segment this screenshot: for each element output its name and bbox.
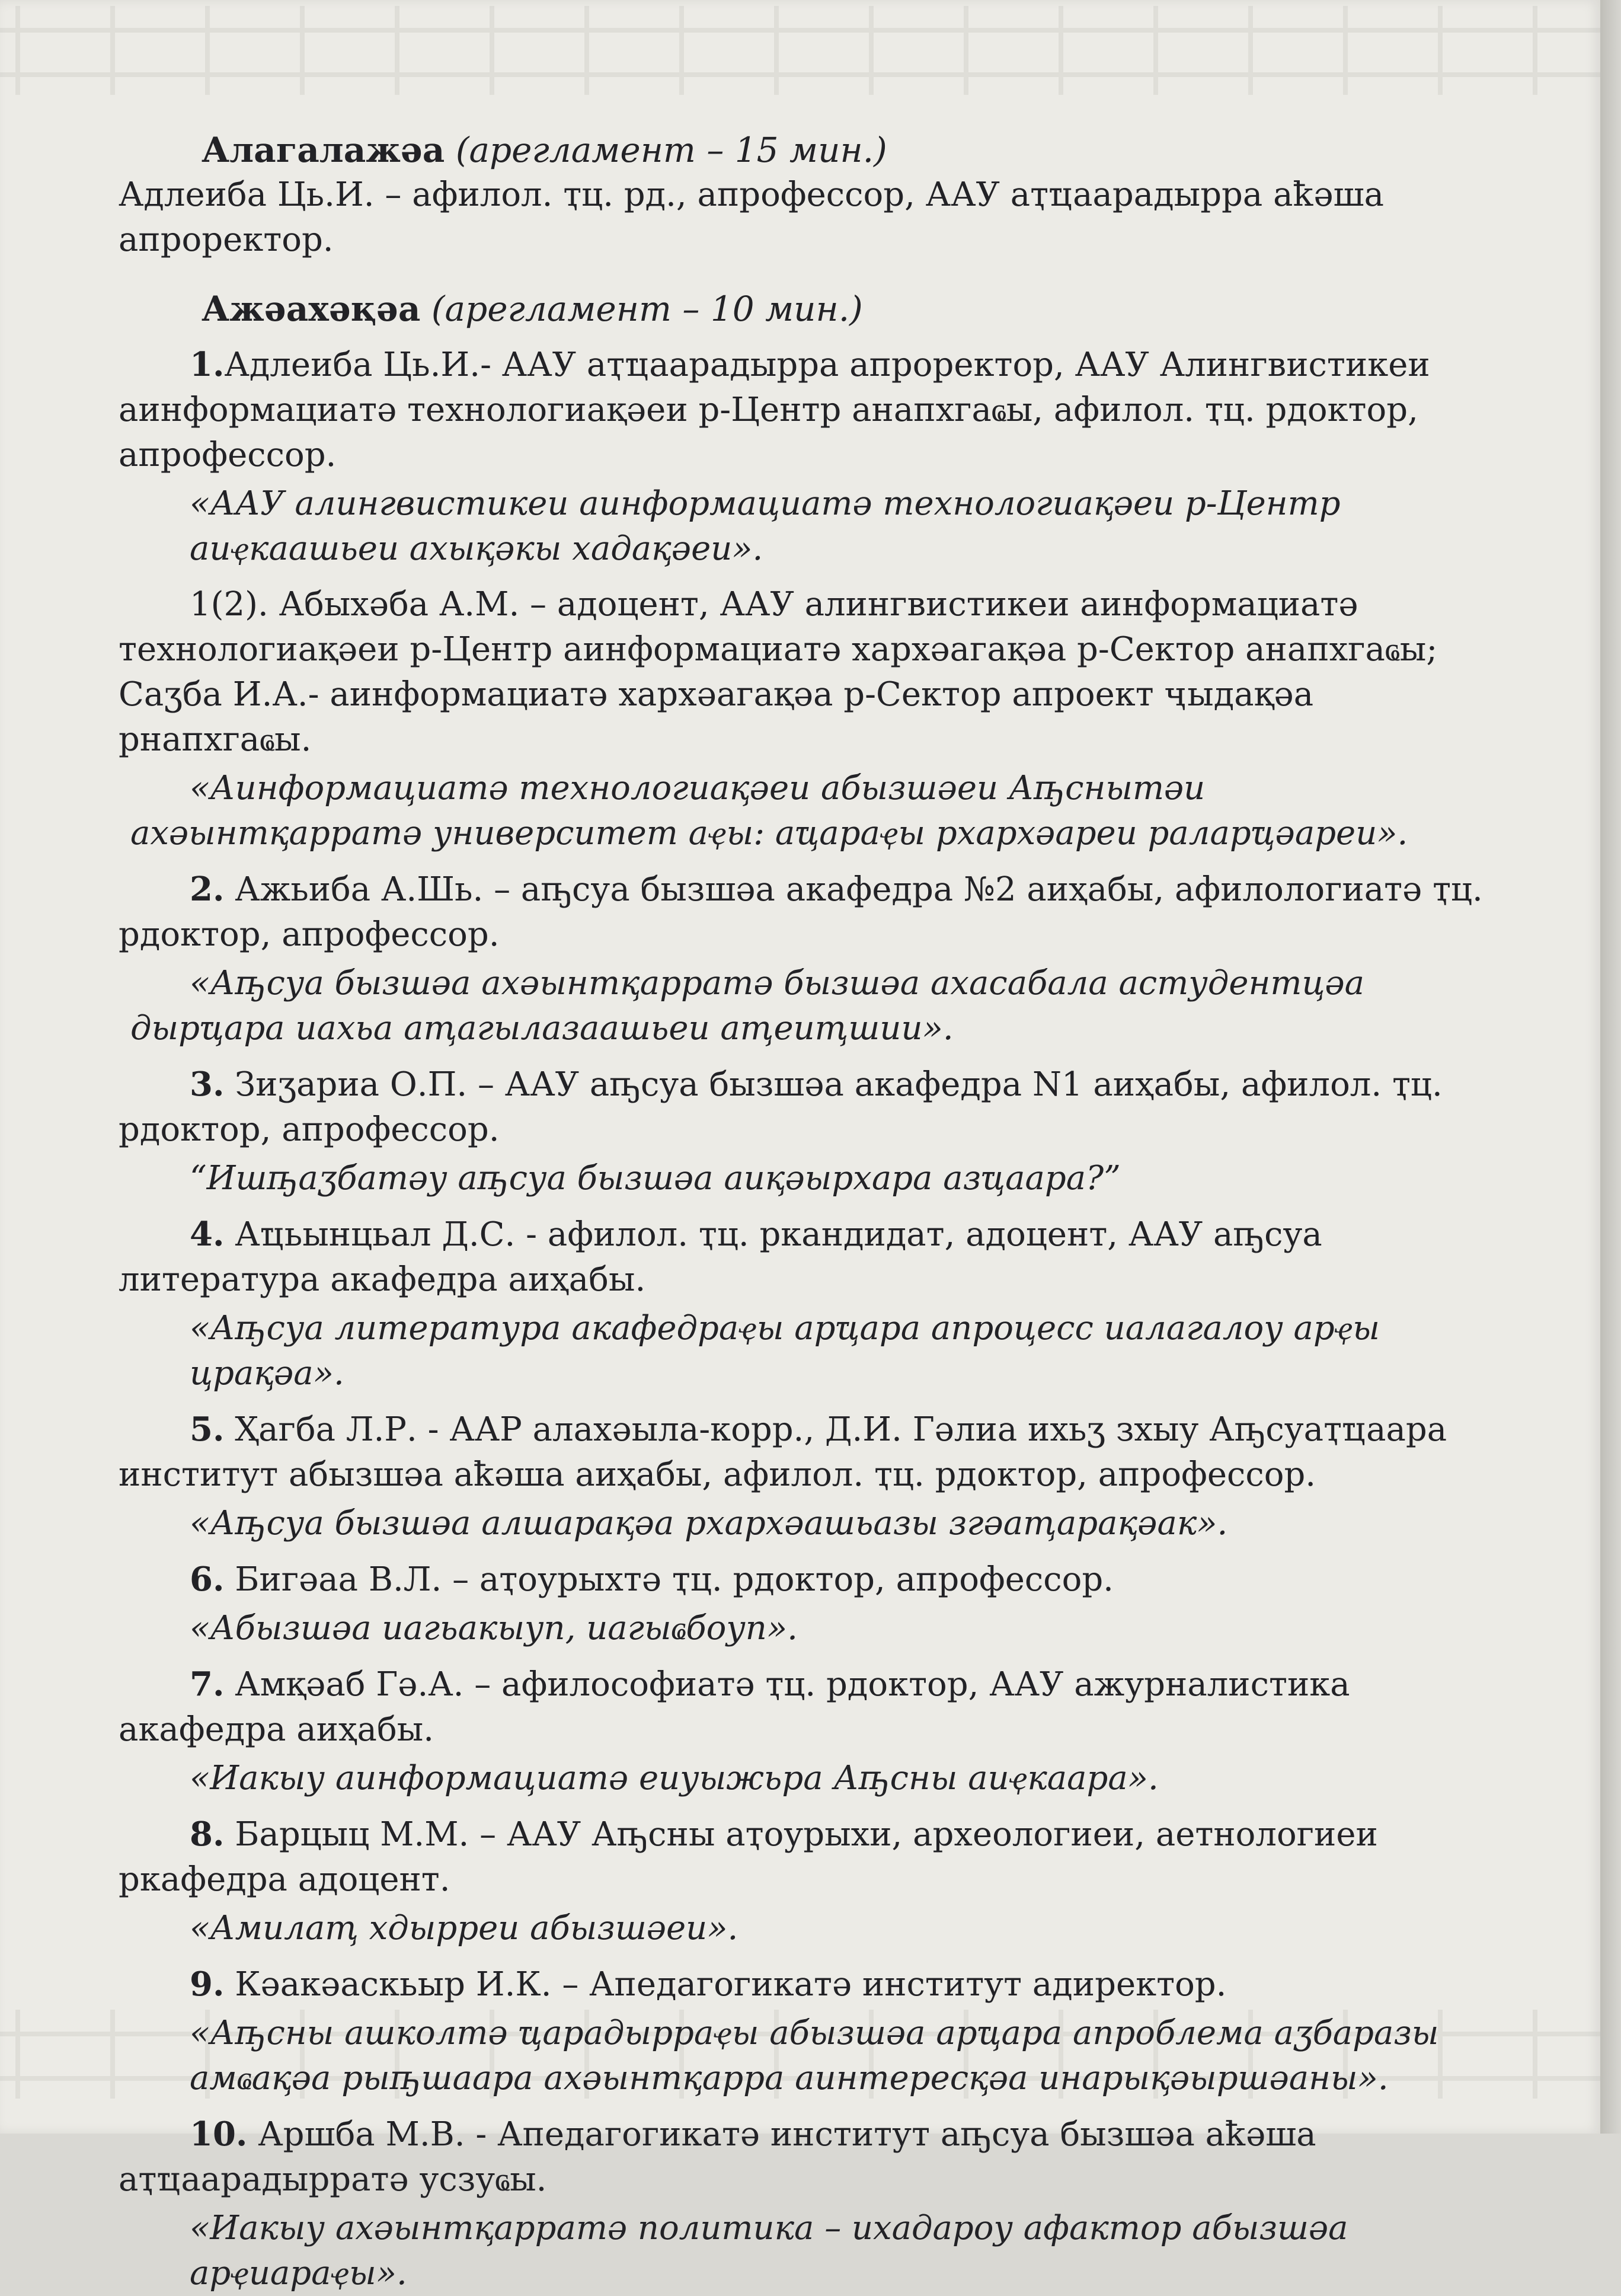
list-item (119, 1212, 1505, 1396)
item-speaker: Кəакəаскьыр И.К. – Апедагогикатə институт адиректор. (235, 1965, 1227, 2004)
item-number: 1. (190, 345, 225, 384)
item-number: 2. (190, 870, 225, 909)
item-title: «Аҧсуа бызшəа ахəынтқарратə бызшəа ахасабала астудентцəа дырҵара иахьа аҭагылазаашьеи аҭеиҭшии». (130, 964, 1365, 1048)
item-number: 6. (190, 1560, 225, 1599)
document-content (119, 127, 1505, 2296)
item-title: «ААУ алингвистикеи аинформациатə технологиақəеи р-Центр аиҿкаашьеи ахықəкы хадақəеи». (190, 484, 1341, 568)
list-item (119, 1407, 1505, 1546)
welcome-speaker: Адлеиба Ць.И. – афилол. ҭц. рд., апрофессор, ААУ аҭҵаарадырра аҟəша апроректор. (119, 175, 1385, 259)
item-number: 9. (190, 1965, 225, 2004)
item-speaker: Амқəаб Гə.А. – афилософиатə ҭц. рдоктор, ААУ ажурналистика акафедра аиҳабы. (119, 1665, 1350, 1749)
item-title: «Аҧсуа литература акафедраҿы арҵара апроцесс иалагалоу арҿы црақəа». (190, 1309, 1380, 1393)
reports-heading-text: Ажəахəқəа (202, 289, 421, 329)
list-item (119, 1557, 1505, 1651)
list-item (119, 2112, 1505, 2296)
item-title: «Аҧсуа бызшəа алшарақəа рхархəашьазы згəаҭарақəак». (190, 1504, 1228, 1543)
list-item (119, 1062, 1505, 1201)
item-title: «Амилаҭ хдырреи абызшəеи». (190, 1909, 738, 1947)
item-number: 1(2). (190, 585, 268, 624)
item-title: «Абызшəа иагьакыуп, иагыҩбоуп». (190, 1609, 798, 1647)
item-number: 7. (190, 1665, 225, 1704)
item-number: 10. (190, 2115, 248, 2154)
reports-reglament: (арегламент – 10 мин.) (431, 289, 863, 329)
welcome-heading-text: Алагалажəа (202, 130, 445, 170)
item-title: «Аҧсны ашколтə ҵарадырраҿы абызшəа арҵара апроблема аӡбаразы амҩақəа рыҧшаара ахəынтқарра аинтересқəа инарықəыршəаны». (190, 2014, 1439, 2097)
item-speaker: Аршба М.В. - Апедагогикатə институт аҧсуа бызшəа аҟəша аҭҵаарадырратə усзуҩы. (119, 2115, 1316, 2199)
list-item (119, 1662, 1505, 1801)
item-speaker: Бигəаа В.Л. – аҭоурыхтə ҭц. рдоктор, апрофессор. (235, 1560, 1114, 1599)
decorative-border-top (0, 6, 1600, 95)
item-speaker: Аҵьынцьал Д.С. - афилол. ҭц. ркандидат, адоцент, ААУ аҧсуа литература акафедра аиҳабы. (119, 1215, 1322, 1299)
item-speaker: Ажьиба А.Шь. – аҧсуа бызшəа акафедра №2 аиҳабы, афилологиатə ҭц. рдоктор, апрофессор. (119, 870, 1483, 954)
item-title: «Иакыу аинформациатə еиуыжьра Аҧсны аиҿкаара». (190, 1759, 1159, 1797)
item-speaker: Абыхəба А.М. – адоцент, ААУ алингвистикеи аинформациатə технологиақəеи р-Центр аинформациатə хархəагақəа р-Сектор анапхгаҩы; Саӡба И.А.- аинформациатə хархəагақəа р-Сектор апроект ҷыдақəа рнапхгаҩы. (119, 585, 1438, 759)
list-item (119, 342, 1505, 571)
welcome-heading (119, 127, 1505, 173)
item-number: 5. (190, 1410, 225, 1449)
page-edge (1600, 0, 1621, 2134)
item-title: «Аинформациатə технологиақəеи абызшəеи Аҧснытəи ахəынтқарратə университет аҿы: аҵараҿы рхархəареи раларҵəареи». (130, 769, 1408, 852)
item-number: 8. (190, 1815, 225, 1854)
item-number: 3. (190, 1065, 225, 1104)
item-speaker: Зиӡариа О.П. – ААУ аҧсуа бызшəа акафедра N1 аиҳабы, афилол. ҭц. рдоктор, апрофессор. (119, 1065, 1443, 1149)
reports-heading (119, 286, 1505, 331)
item-speaker: Ҳагба Л.Р. - ААР алахəыла-корр., Д.И. Гəлиа ихьӡ зхыу Аҧсуаҭҵаара институт абызшəа аҟəша аиҳабы, афилол. ҭц. рдоктор, апрофессор. (119, 1410, 1447, 1494)
item-speaker: Барцыц М.М. – ААУ Аҧсны аҭоурыхи, археологиеи, аетнологиеи ркафедра адоцент. (119, 1815, 1378, 1899)
item-title: «Иакыу ахəынтқарратə политика – ихадароу афактор абызшəа арҿиараҿы». (190, 2209, 1348, 2292)
item-number: 4. (190, 1215, 225, 1254)
list-item (119, 1812, 1505, 1951)
list-item (119, 1962, 1505, 2101)
list-item (119, 582, 1505, 856)
list-item (119, 867, 1505, 1051)
item-speaker: Адлеиба Ць.И.- ААУ аҭҵаарадырра апроректор, ААУ Алингвистикеи аинформациатə технологиақəеи р-Центр анапхгаҩы, афилол. ҭц. рдоктор, апрофессор. (119, 346, 1430, 474)
item-title: “Ишҧаӡбатəу аҧсуа бызшəа аиқəырхара азҵаара?” (190, 1159, 1121, 1198)
welcome-reglament: (арегламент – 15 мин.) (455, 130, 887, 170)
